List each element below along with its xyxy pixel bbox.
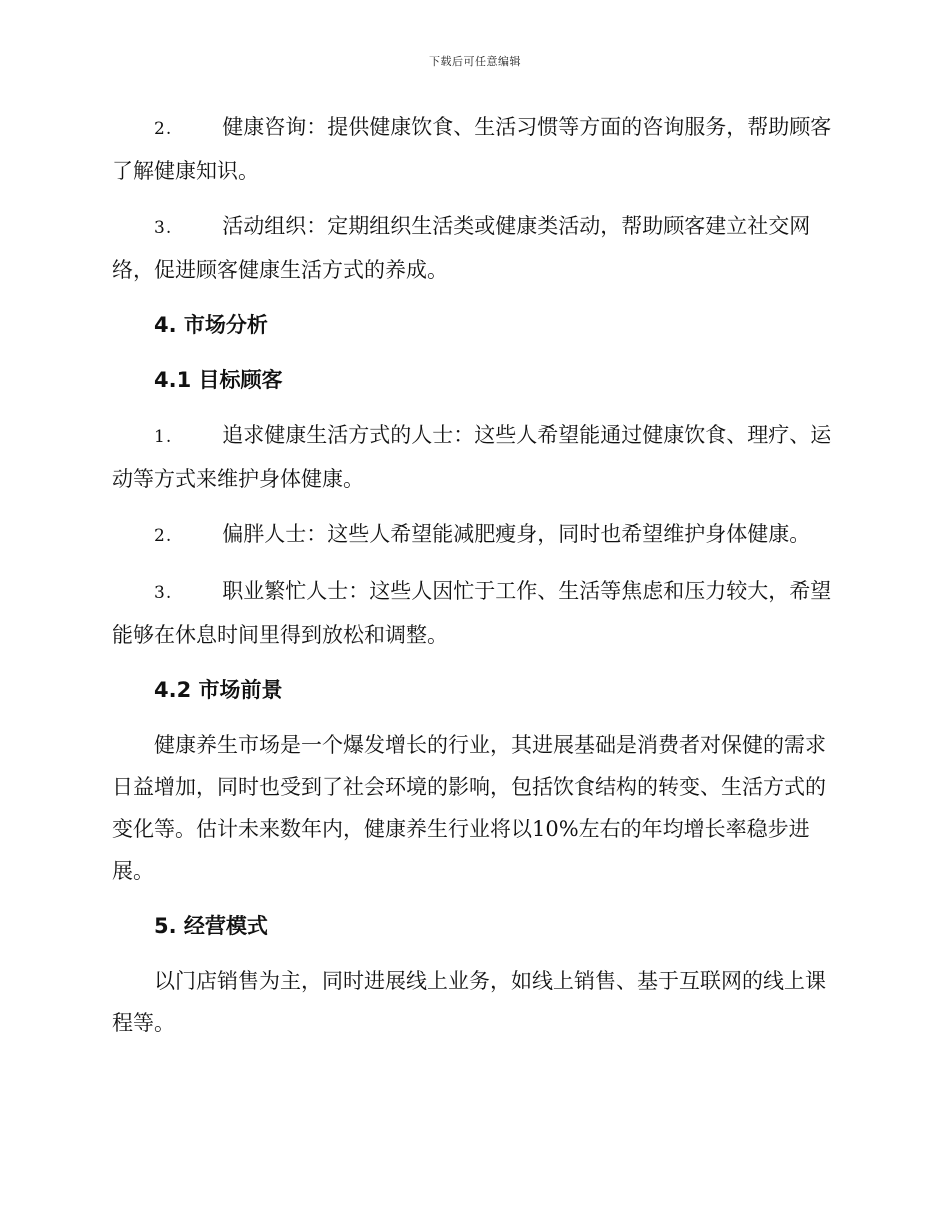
list-text: 健康咨询：提供健康饮食、生活习惯等方面的咨询服务，帮助顾客了解健康知识。: [112, 115, 832, 183]
list-number: 1.: [154, 427, 173, 447]
list-item: [112, 513, 832, 557]
body-paragraph: 健康养生市场是一个爆发增长的行业，其进展基础是消费者对保健的需求日益增加，同时也受到了社会环境的影响，包括饮食结构的转变、生活方式的变化等。估计未来数年内，健康养生行业将以10%左右的年均增长率稳步进展。: [112, 733, 826, 883]
subsection-heading: 4.1 目标顾客: [154, 368, 283, 392]
body-paragraph: 以门店销售为主，同时进展线上业务，如线上销售、基于互联网的线上课程等。: [112, 969, 826, 1035]
list-number: 2.: [154, 526, 173, 546]
document-body: [112, 106, 832, 1044]
list-number: 3.: [154, 583, 173, 603]
subsection-heading: 4.2 市场前景: [154, 678, 283, 702]
list-item: [112, 106, 832, 192]
list-text: 活动组织：定期组织生活类或健康类活动，帮助顾客建立社交网络，促进顾客健康生活方式的养成。: [112, 214, 811, 282]
list-text: 偏胖人士：这些人希望能减肥瘦身，同时也希望维护身体健康。: [222, 522, 811, 546]
list-item: [112, 205, 832, 291]
list-item: [112, 414, 832, 500]
list-item: [112, 570, 832, 656]
list-text: 职业繁忙人士：这些人因忙于工作、生活等焦虑和压力较大，希望能够在休息时间里得到放松和调整。: [112, 579, 832, 647]
list-number: 2.: [154, 119, 173, 139]
section-heading: 5. 经营模式: [154, 914, 268, 938]
list-number: 3.: [154, 218, 173, 238]
section-heading: 4. 市场分析: [154, 313, 268, 337]
page-header: 下载后可任意编辑: [429, 55, 521, 68]
list-text: 追求健康生活方式的人士：这些人希望能通过健康饮食、理疗、运动等方式来维护身体健康。: [112, 423, 832, 491]
